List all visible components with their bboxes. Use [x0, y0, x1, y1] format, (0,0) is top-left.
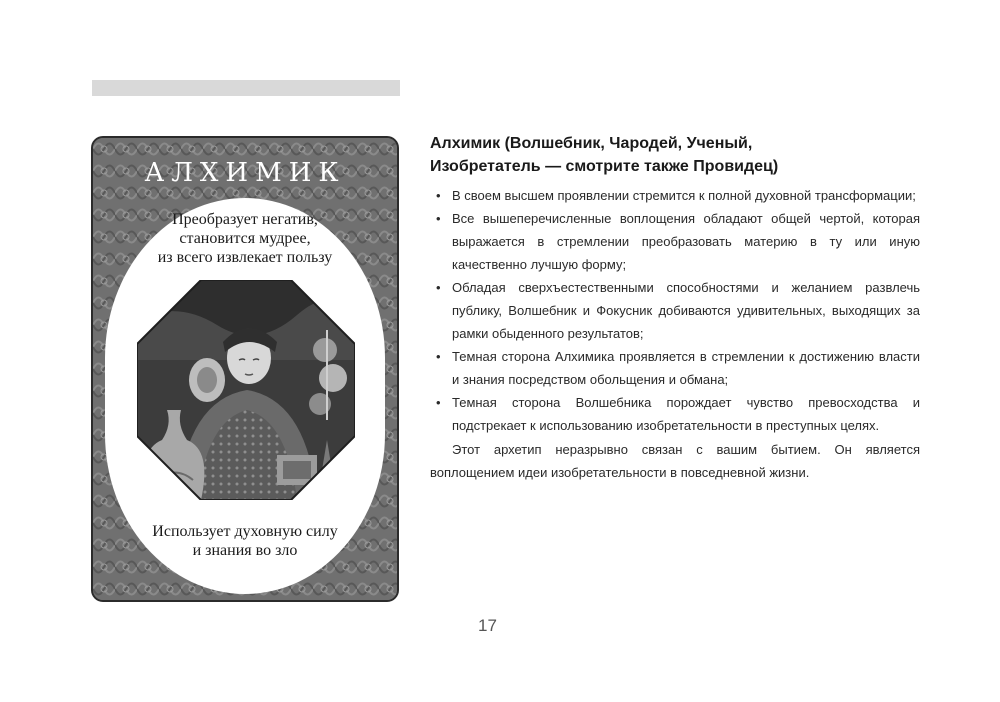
list-item [430, 391, 920, 437]
list-item [430, 184, 920, 207]
page-number: 17 [478, 616, 497, 635]
list-item-text: Темная сторона Алхимика проявляется в стремлении к достижению власти и знания посредством обольщения и обмана; [452, 349, 920, 387]
trait-list [430, 184, 920, 437]
list-item-text: Темная сторона Волшебника порождает чувство превосходства и подстрекает к использованию изобретательности в преступных целях. [452, 395, 920, 433]
card-bottom-line: Использует духовную силу [152, 523, 338, 540]
section-heading [430, 132, 910, 178]
bullet-icon: • [436, 349, 441, 364]
archetype-card [91, 136, 399, 602]
header-bar [92, 80, 400, 96]
bullet-icon: • [436, 280, 441, 295]
card-top-line: из всего извлекает пользу [157, 249, 333, 266]
card-title: АЛХИМИК [144, 158, 346, 188]
heading-line: Алхимик (Волшебник, Чародей, Ученый, [430, 135, 753, 152]
card-top-line: становится мудрее, [179, 230, 311, 247]
list-item [430, 276, 920, 345]
bullet-icon: • [436, 395, 441, 410]
list-item [430, 345, 920, 391]
list-item-text: Все вышеперечисленные воплощения обладают общей чертой, которая выражается в стремлении преобразовать материю в ту или иную качественно лучшую форму; [452, 211, 920, 272]
bullet-icon: • [436, 188, 441, 203]
body-paragraph: Этот архетип неразрывно связан с вашим бытием. Он является воплощением идеи изобретательности в повседневной жизни. [430, 442, 920, 480]
card-top-caption [113, 210, 377, 267]
list-item [430, 207, 920, 276]
card-top-line: Преобразует негатив, [172, 211, 318, 228]
alchemist-illustration [137, 280, 355, 500]
list-item-text: Обладая сверхъестественными способностями и желанием развлечь публику, Волшебник и Фокусник добиваются удивительных, выходящих за рамки обыденного результатов; [452, 280, 920, 341]
list-item-text: В своем высшем проявлении стремится к полной духовной трансформации; [452, 188, 916, 203]
heading-line: Изобретатель — смотрите также Провидец) [430, 158, 779, 175]
bullet-icon: • [436, 211, 441, 226]
card-bottom-caption [113, 522, 377, 560]
card-bottom-line: и знания во зло [192, 542, 298, 559]
